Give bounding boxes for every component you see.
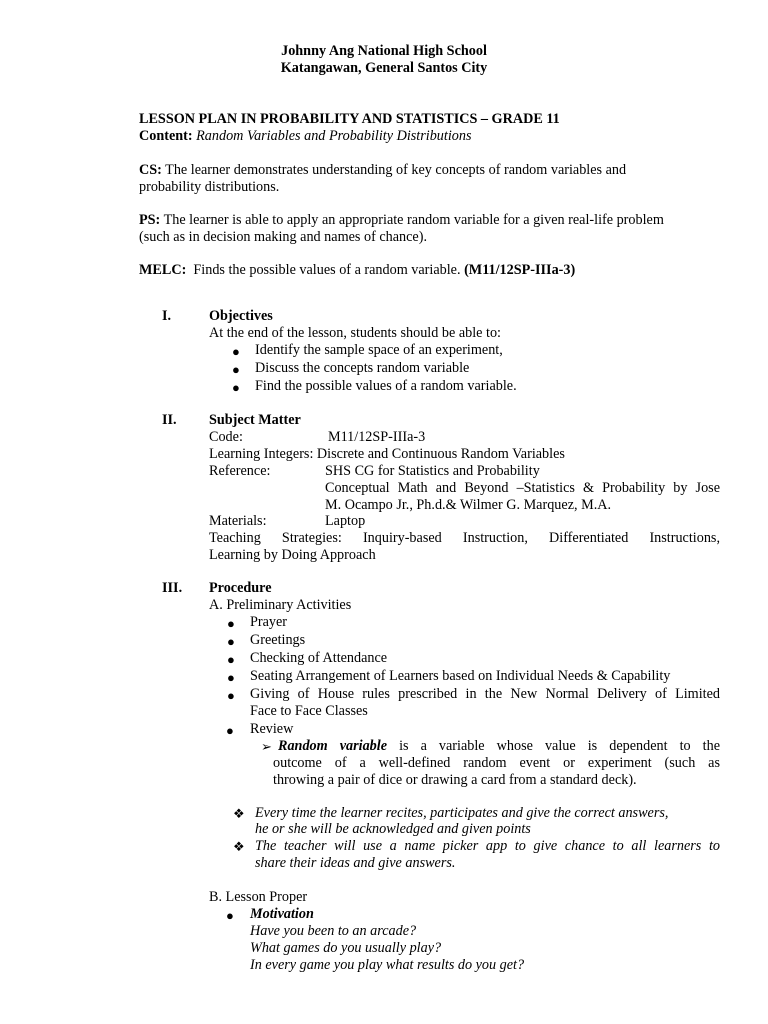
melc-label: MELC:	[139, 262, 187, 278]
subject-matter-number: II.	[162, 412, 177, 428]
procedure-number: III.	[162, 580, 183, 596]
cs-line-1	[139, 162, 626, 179]
bullet-icon: ●	[226, 908, 234, 923]
random-variable-line-2: outcome of a well-defined random event or experiment (such as	[273, 755, 720, 771]
objectives-heading: Objectives	[209, 308, 273, 324]
cs-text-1: The learner demonstrates understanding of key concepts of random variables and	[165, 162, 627, 178]
note-1-line-2: he or she will be acknowledged and given points	[255, 821, 531, 837]
code-value: M11/12SP-IIIa-3	[328, 429, 426, 445]
note-2-line-2: share their ideas and give answers.	[255, 855, 456, 871]
objective-item: Identify the sample space of an experiment,	[255, 342, 503, 358]
bullet-icon: ●	[227, 670, 235, 685]
preliminary-activities-label: A. Preliminary Activities	[209, 597, 352, 613]
bullet-icon: ●	[227, 652, 235, 667]
code-label: Code:	[209, 429, 243, 445]
prelim-item-continued: Face to Face Classes	[250, 703, 368, 719]
subject-matter-heading: Subject Matter	[209, 412, 301, 428]
school-address: Katangawan, General Santos City	[280, 60, 488, 76]
motivation-label: Motivation	[250, 906, 314, 922]
melc-text: Finds the possible values of a random variable.	[193, 262, 461, 278]
reference-2-line-1: Conceptual Math and Beyond –Statistics & Probability by Jose	[325, 480, 720, 496]
note-1-line-1: Every time the learner recites, participates and give the correct answers,	[255, 805, 669, 821]
reference-2-line-2: M. Ocampo Jr., Ph.d.& Wilmer G. Marquez, M.A.	[325, 497, 612, 513]
random-variable-line-3: throwing a pair of dice or drawing a card from a standard deck).	[273, 772, 637, 788]
arrow-bullet-icon: ➢	[261, 739, 272, 754]
school-name: Johnny Ang National High School	[281, 43, 487, 59]
note-2-line-1: The teacher will use a name picker app to give chance to all learners to	[255, 838, 720, 854]
objectives-number: I.	[162, 308, 172, 324]
random-variable-def-1: is a variable whose value is dependent to the	[399, 738, 721, 754]
document-title: LESSON PLAN IN PROBABILITY AND STATISTICS – GRADE 11	[139, 111, 560, 127]
materials-label: Materials:	[209, 513, 267, 529]
bullet-icon: ●	[227, 688, 235, 703]
motivation-question: In every game you play what results do you get?	[250, 957, 525, 973]
melc-code: (M11/12SP-IIIa-3)	[464, 262, 576, 278]
bullet-icon: ●	[226, 723, 234, 738]
diamond-bullet-icon: ❖	[233, 839, 245, 854]
content-label: Content:	[139, 128, 193, 144]
learning-integers: Learning Integers: Discrete and Continuous Random Variables	[209, 446, 565, 462]
ps-label: PS:	[139, 212, 161, 228]
ps-line-2: (such as in decision making and names of chance).	[139, 229, 427, 245]
bullet-icon: ●	[227, 634, 235, 649]
motivation-question: Have you been to an arcade?	[250, 923, 417, 939]
prelim-item: Prayer	[250, 614, 288, 630]
prelim-item: Greetings	[250, 632, 306, 648]
ps-text-1: The learner is able to apply an appropriate random variable for a given real-life problem	[163, 212, 664, 228]
prelim-item: Giving of House rules prescribed in the New Normal Delivery of Limited	[250, 686, 720, 702]
random-variable-line-1	[278, 738, 720, 755]
melc-line	[139, 262, 575, 279]
materials-value: Laptop	[325, 513, 366, 529]
content-text: Random Variables and Probability Distributions	[196, 128, 472, 144]
lesson-proper-label: B. Lesson Proper	[209, 889, 308, 905]
cs-label: CS:	[139, 162, 162, 178]
ps-line-1	[139, 212, 664, 229]
objective-item: Find the possible values of a random variable.	[255, 378, 517, 394]
cs-line-2: probability distributions.	[139, 179, 280, 195]
objectives-intro: At the end of the lesson, students should be able to:	[209, 325, 501, 341]
prelim-item: Seating Arrangement of Learners based on Individual Needs & Capability	[250, 668, 671, 684]
bullet-icon: ●	[232, 344, 240, 359]
bullet-icon: ●	[232, 380, 240, 395]
objective-item: Discuss the concepts random variable	[255, 360, 470, 376]
procedure-heading: Procedure	[209, 580, 272, 596]
random-variable-term: Random variable	[278, 738, 387, 754]
bullet-icon: ●	[227, 616, 235, 631]
bullet-icon: ●	[232, 362, 240, 377]
teaching-strategies-line-1: Teaching Strategies: Inquiry-based Instruction, Differentiated Instructions,	[209, 530, 720, 546]
content-line	[139, 128, 472, 145]
teaching-strategies-line-2: Learning by Doing Approach	[209, 547, 376, 563]
reference-1: SHS CG for Statistics and Probability	[325, 463, 540, 479]
motivation-question: What games do you usually play?	[250, 940, 442, 956]
review-label: Review	[250, 721, 294, 737]
prelim-item: Checking of Attendance	[250, 650, 388, 666]
reference-label: Reference:	[209, 463, 271, 479]
diamond-bullet-icon: ❖	[233, 806, 245, 821]
